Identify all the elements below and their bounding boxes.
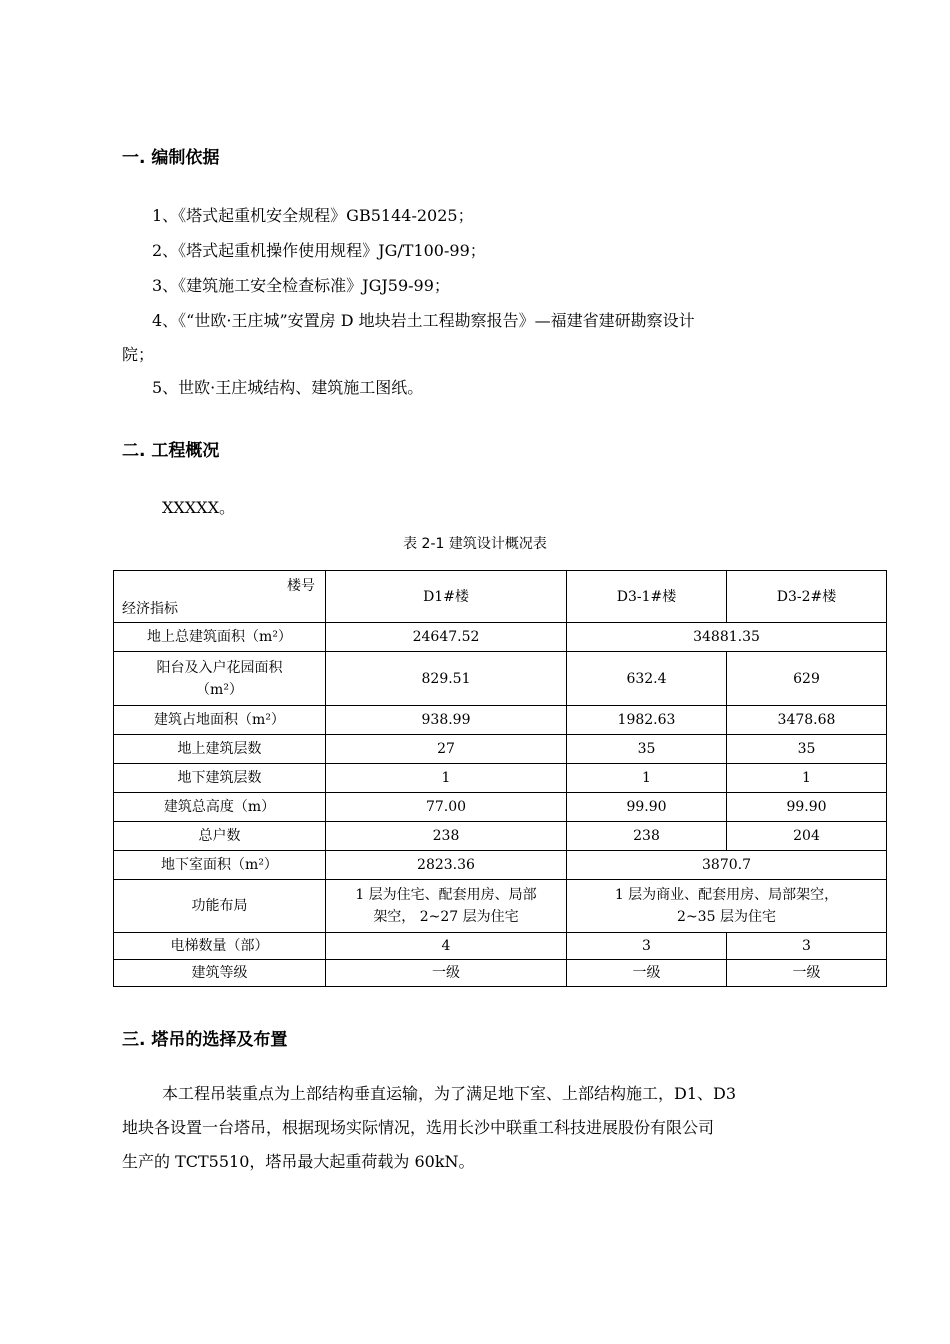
cell-value: 1	[727, 764, 887, 793]
cell-value: 一级	[727, 960, 887, 987]
cell-value: 238	[326, 822, 567, 851]
row-label-line: （m²）	[196, 681, 243, 698]
cell-value: 3478.68	[727, 706, 887, 735]
row-label: 地上总建筑面积（m²）	[114, 623, 326, 652]
row-label: 建筑占地面积（m²）	[114, 706, 326, 735]
cell-value: 938.99	[326, 706, 567, 735]
cell-value: 629	[727, 652, 887, 706]
cell-value: 829.51	[326, 652, 567, 706]
cell-value: 204	[727, 822, 887, 851]
cell-line: 架空， 2~27 层为住宅	[373, 909, 519, 925]
table-corner-header	[114, 571, 326, 623]
cell-value: 99.90	[727, 793, 887, 822]
row-label: 电梯数量（部）	[114, 933, 326, 960]
col-header-d3-1: D3-1#楼	[567, 571, 727, 623]
cell-value: 34881.35	[567, 623, 887, 652]
building-overview-table	[113, 570, 887, 987]
cell-value: 24647.52	[326, 623, 567, 652]
cell-value: 1	[567, 764, 727, 793]
row-label: 地上建筑层数	[114, 735, 326, 764]
ref-item-4: 4、《“世欧·王庄城”安置房 D 地块岩土工程勘察报告》—福建省建研勘察设计	[152, 311, 695, 330]
ref-item-4-cont: 院；	[122, 345, 155, 364]
cell-value: 2823.36	[326, 851, 567, 880]
para-line-3: 生产的 TCT5510，塔吊最大起重荷载为 60kN。	[122, 1152, 475, 1171]
row-label: 地下室面积（m²）	[114, 851, 326, 880]
row-label: 建筑等级	[114, 960, 326, 987]
row-label-line: 阳台及入户花园面积	[156, 659, 283, 676]
cell-value: 35	[727, 735, 887, 764]
row-label: 建筑总高度（m）	[114, 793, 326, 822]
cell-value: 1	[326, 764, 567, 793]
section1-title: 一. 编制依据	[122, 148, 220, 168]
table-caption: 表 2-1 建筑设计概况表	[403, 536, 547, 552]
col-header-d3-2: D3-2#楼	[727, 571, 887, 623]
row-label: 功能布局	[114, 880, 326, 933]
cell-value: 一级	[326, 960, 567, 987]
ref-item-2: 2、《塔式起重机操作使用规程》JG/T100-99；	[152, 241, 486, 260]
para-line-1: 本工程吊装重点为上部结构垂直运输，为了满足地下室、上部结构施工，D1、D3	[162, 1084, 737, 1103]
ref-item-3: 3、《建筑施工安全检查标准》JGJ59-99；	[152, 276, 450, 295]
cell-value: 1982.63	[567, 706, 727, 735]
project-intro: XXXXX。	[162, 498, 235, 517]
cell-value: 99.90	[567, 793, 727, 822]
row-label: 总户数	[114, 822, 326, 851]
header-indicator: 经济指标	[122, 601, 178, 617]
ref-item-5: 5、世欧·王庄城结构、建筑施工图纸。	[152, 378, 424, 397]
cell-value: 一级	[567, 960, 727, 987]
cell-value: 77.00	[326, 793, 567, 822]
section2-title: 二. 工程概况	[122, 441, 220, 461]
cell-value: 4	[326, 933, 567, 960]
col-header-d1: D1#楼	[326, 571, 567, 623]
cell-line: 2~35 层为住宅	[677, 909, 776, 925]
cell-value	[567, 880, 887, 933]
row-label	[114, 652, 326, 706]
ref-item-1: 1、《塔式起重机安全规程》GB5144-2025；	[152, 206, 474, 225]
cell-value: 27	[326, 735, 567, 764]
cell-value	[326, 880, 567, 933]
row-label: 地下建筑层数	[114, 764, 326, 793]
header-building-no: 楼号	[287, 578, 315, 594]
cell-line: 1 层为住宅、配套用房、局部	[355, 887, 537, 903]
cell-value: 3	[727, 933, 887, 960]
cell-value: 632.4	[567, 652, 727, 706]
para-line-2: 地块各设置一台塔吊，根据现场实际情况，选用长沙中联重工科技进展股份有限公司	[122, 1118, 715, 1137]
section3-title: 三. 塔吊的选择及布置	[122, 1030, 288, 1050]
cell-value: 3870.7	[567, 851, 887, 880]
cell-value: 35	[567, 735, 727, 764]
cell-value: 238	[567, 822, 727, 851]
cell-line: 1 层为商业、配套用房、局部架空，	[614, 887, 839, 903]
cell-value: 3	[567, 933, 727, 960]
